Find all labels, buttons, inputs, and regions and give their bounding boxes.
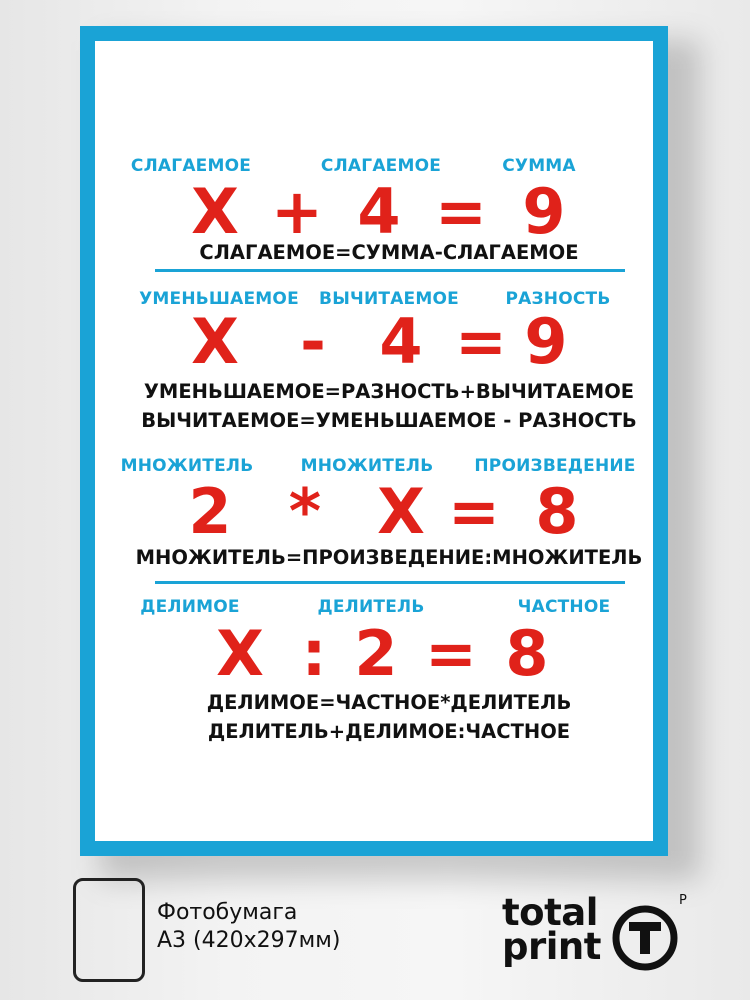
- eq3-equals: =: [448, 475, 500, 548]
- label-factor-1: МНОЖИТЕЛЬ: [120, 456, 254, 476]
- brand-print: print: [502, 925, 601, 968]
- registered-mark: P: [679, 893, 687, 908]
- label-difference: РАЗНОСТЬ: [505, 289, 611, 309]
- paper-format-icon: [73, 878, 145, 982]
- label-factor-2: МНОЖИТЕЛЬ: [300, 456, 434, 476]
- eq4-term-1: X: [216, 617, 264, 690]
- label-addend-2: СЛАГАЕМОЕ: [320, 156, 442, 176]
- eq1-equals: =: [435, 175, 487, 248]
- paper-type: Фотобумага: [157, 900, 298, 925]
- rule-multiplication: МНОЖИТЕЛЬ=ПРОИЗВЕДЕНИЕ:МНОЖИТЕЛЬ: [135, 546, 643, 569]
- brand-total: total: [502, 891, 598, 934]
- rule-division-1: ДЕЛИМОЕ=ЧАСТНОЕ*ДЕЛИТЕЛЬ: [206, 691, 572, 714]
- label-subtrahend: ВЫЧИТАЕМОЕ: [319, 289, 459, 309]
- eq2-result: 9: [524, 305, 568, 378]
- label-sum: СУММА: [502, 156, 576, 176]
- eq2-term-1: X: [191, 305, 239, 378]
- label-product: ПРОИЗВЕДЕНИЕ: [474, 456, 636, 476]
- eq3-term-1: 2: [188, 475, 232, 548]
- eq3-term-2: X: [377, 475, 425, 548]
- rule-division-2: ДЕЛИТЕЛЬ+ДЕЛИМОЕ:ЧАСТНОЕ: [207, 720, 571, 743]
- separator-1: [155, 269, 625, 272]
- totalprint-logo-icon: [610, 903, 680, 973]
- rule-addition: СЛАГАЕМОЕ=СУММА-СЛАГАЕМОЕ: [199, 241, 579, 264]
- label-minuend: УМЕНЬШАЕМОЕ: [139, 289, 299, 309]
- eq4-equals: =: [425, 617, 477, 690]
- poster: [80, 26, 668, 856]
- eq2-equals: =: [455, 305, 507, 378]
- eq2-operator: -: [300, 305, 326, 378]
- rule-subtraction-2: ВЫЧИТАЕМОЕ=УМЕНЬШАЕМОЕ - РАЗНОСТЬ: [141, 409, 637, 432]
- eq4-operator: :: [301, 617, 327, 690]
- rule-subtraction-1: УМЕНЬШАЕМОЕ=РАЗНОСТЬ+ВЫЧИТАЕМОЕ: [143, 380, 635, 403]
- separator-2: [155, 581, 625, 584]
- label-dividend: ДЕЛИМОЕ: [140, 597, 240, 617]
- eq1-term-2: 4: [357, 175, 401, 248]
- label-quotient: ЧАСТНОЕ: [517, 597, 611, 617]
- eq1-result: 9: [522, 175, 566, 248]
- eq4-term-2: 2: [354, 617, 398, 690]
- eq3-result: 8: [535, 475, 579, 548]
- paper-size: А3 (420х297мм): [157, 928, 341, 953]
- label-divisor: ДЕЛИТЕЛЬ: [317, 597, 425, 617]
- eq1-term-1: X: [191, 175, 239, 248]
- label-addend-1: СЛАГАЕМОЕ: [130, 156, 252, 176]
- eq2-term-2: 4: [379, 305, 423, 378]
- eq4-result: 8: [505, 617, 549, 690]
- eq3-operator: *: [288, 475, 322, 548]
- eq1-operator: +: [271, 175, 323, 248]
